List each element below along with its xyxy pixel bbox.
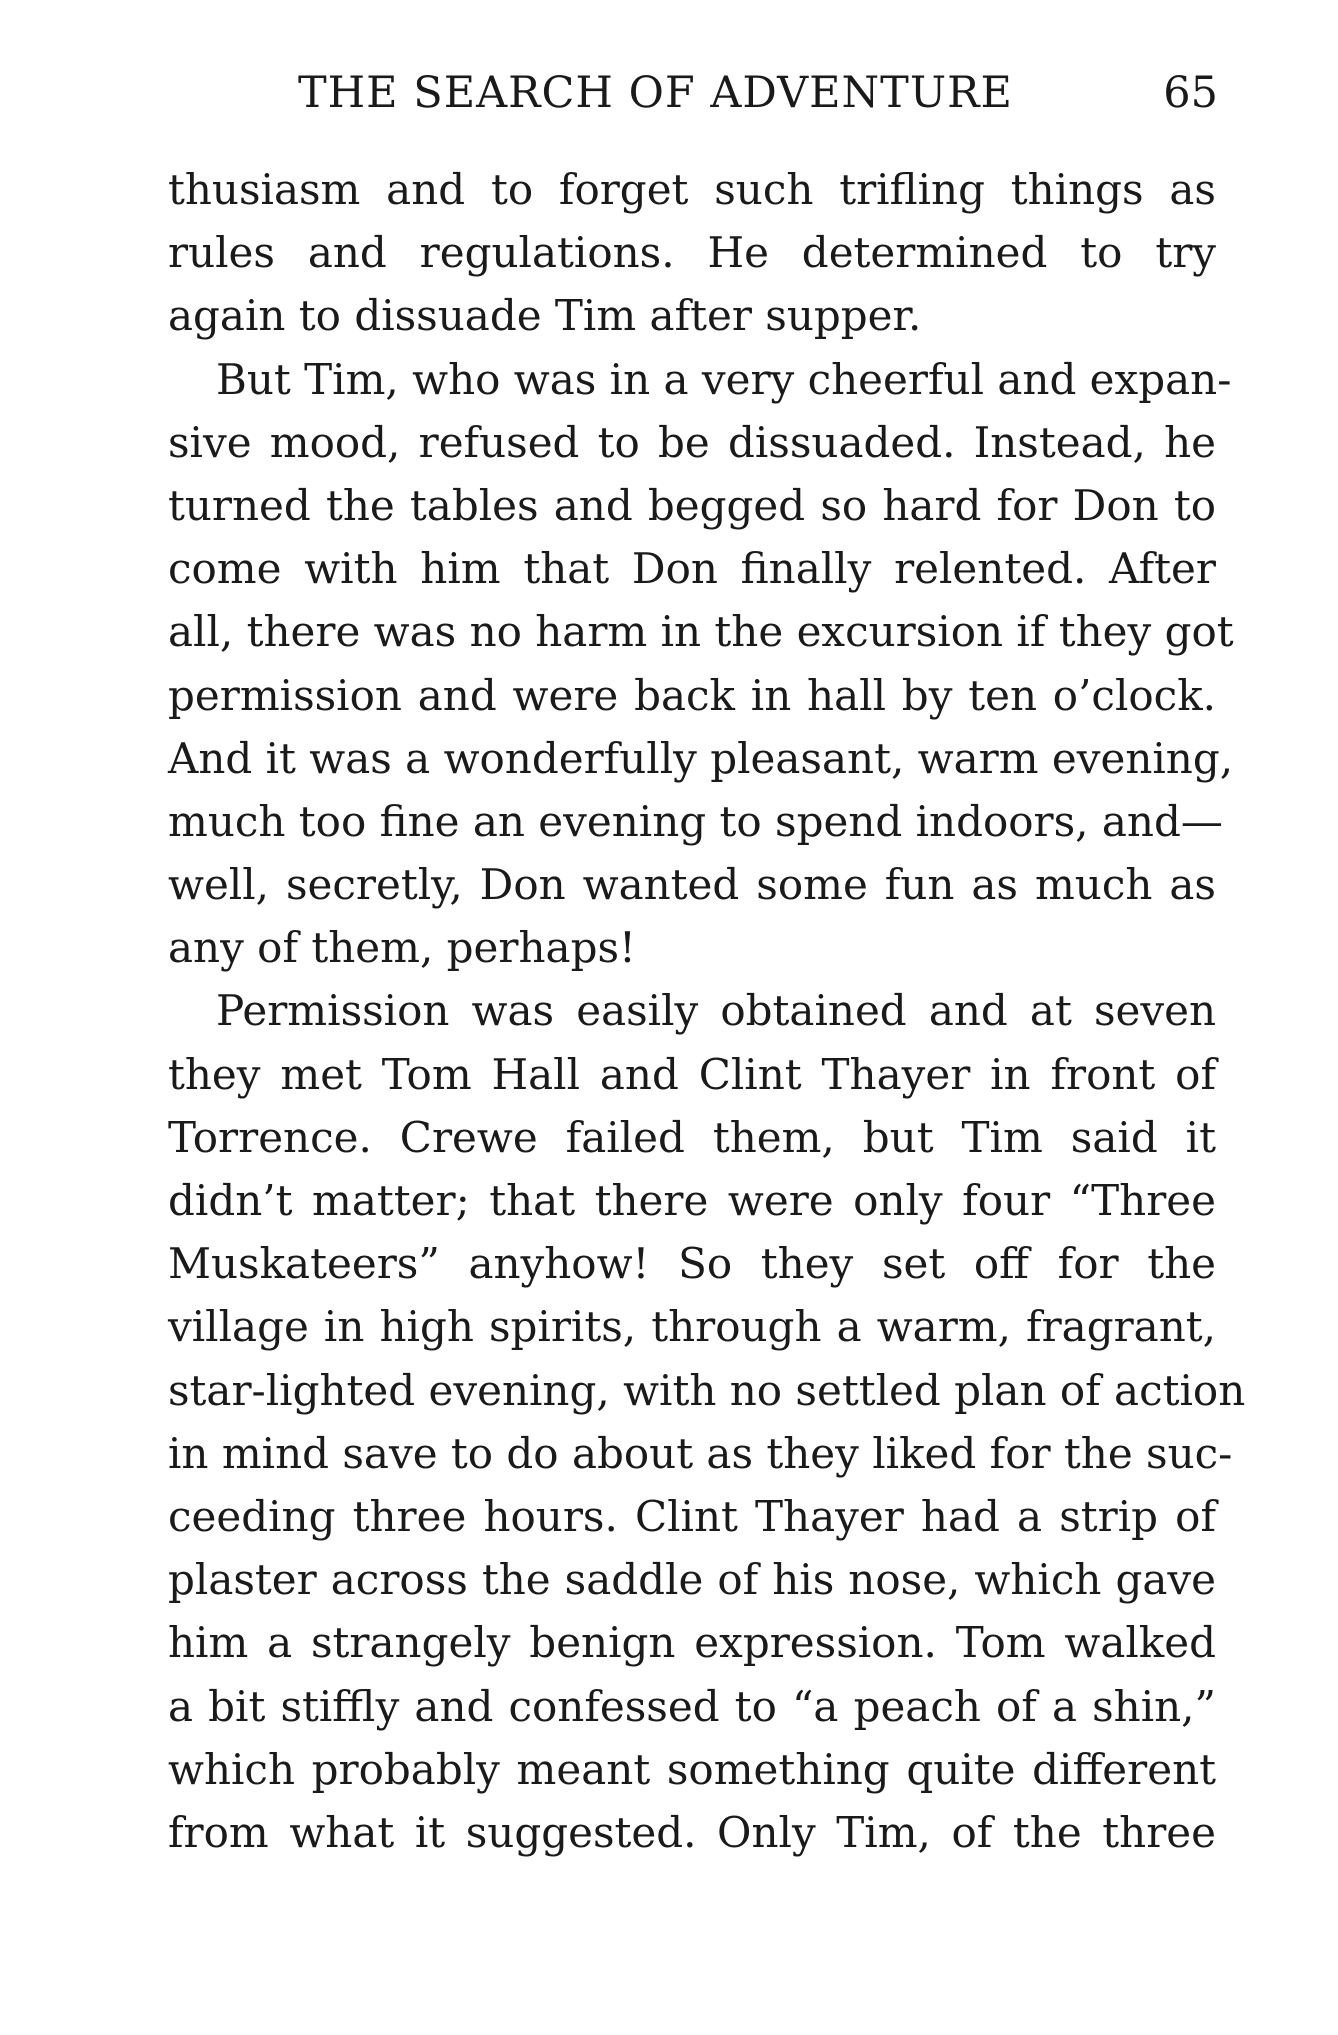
text-line: rules and regulations. He determined to try bbox=[168, 228, 1216, 278]
text-line: sive mood, refused to be dissuaded. Instead, he bbox=[168, 417, 1216, 467]
text-line: village in high spirits, through a warm, fragrant, bbox=[168, 1302, 1216, 1352]
text-line: in mind save to do about as they liked for the suc- bbox=[168, 1428, 1233, 1478]
text-line: permission and were back in hall by ten o’clock. bbox=[168, 670, 1216, 720]
text-line: from what it suggested. Only Tim, of the three bbox=[168, 1807, 1216, 1857]
text-line: they met Tom Hall and Clint Thayer in front of bbox=[168, 1049, 1216, 1099]
text-line: And it was a wonderfully pleasant, warm evening, bbox=[168, 733, 1234, 783]
text-line: a bit stiffly and confessed to “a peach of a shin,” bbox=[168, 1681, 1216, 1731]
running-header bbox=[298, 68, 1218, 128]
text-line: all, there was no harm in the excursion if they got bbox=[168, 607, 1234, 657]
text-line: come with him that Don finally relented. After bbox=[168, 544, 1216, 594]
text-line: didn’t matter; that there were only four “Three bbox=[168, 1176, 1216, 1225]
text-line: star-lighted evening, with no settled plan of action bbox=[168, 1365, 1246, 1415]
text-line: well, secretly, Don wanted some fun as much as bbox=[168, 860, 1216, 910]
page-number: 65 bbox=[1163, 68, 1218, 118]
text-line: again to dissuade Tim after supper. bbox=[168, 291, 922, 341]
text-line: plaster across the saddle of his nose, which gave bbox=[168, 1555, 1216, 1605]
text-line: which probably meant something quite different bbox=[168, 1744, 1216, 1794]
text-line: thusiasm and to forget such trifling things as bbox=[168, 165, 1216, 214]
text-line: ceeding three hours. Clint Thayer had a strip of bbox=[168, 1491, 1216, 1541]
paragraph-start-line: But Tim, who was in a very cheerful and expan- bbox=[216, 354, 1232, 404]
page-body bbox=[168, 158, 1246, 1864]
running-title: THE SEARCH OF ADVENTURE bbox=[298, 68, 1013, 118]
paragraph-start-line: Permission was easily obtained and at seven bbox=[216, 986, 1216, 1036]
text-line: Torrence. Crewe failed them, but Tim said it bbox=[168, 1112, 1216, 1162]
text-line: Muskateers” anyhow! So they set off for the bbox=[168, 1239, 1216, 1289]
text-line: much too fine an evening to spend indoors, and— bbox=[168, 796, 1223, 846]
text-line: him a strangely benign expression. Tom walked bbox=[168, 1618, 1216, 1668]
text-line: any of them, perhaps! bbox=[168, 923, 636, 973]
text-line: turned the tables and begged so hard for Don to bbox=[168, 480, 1216, 530]
